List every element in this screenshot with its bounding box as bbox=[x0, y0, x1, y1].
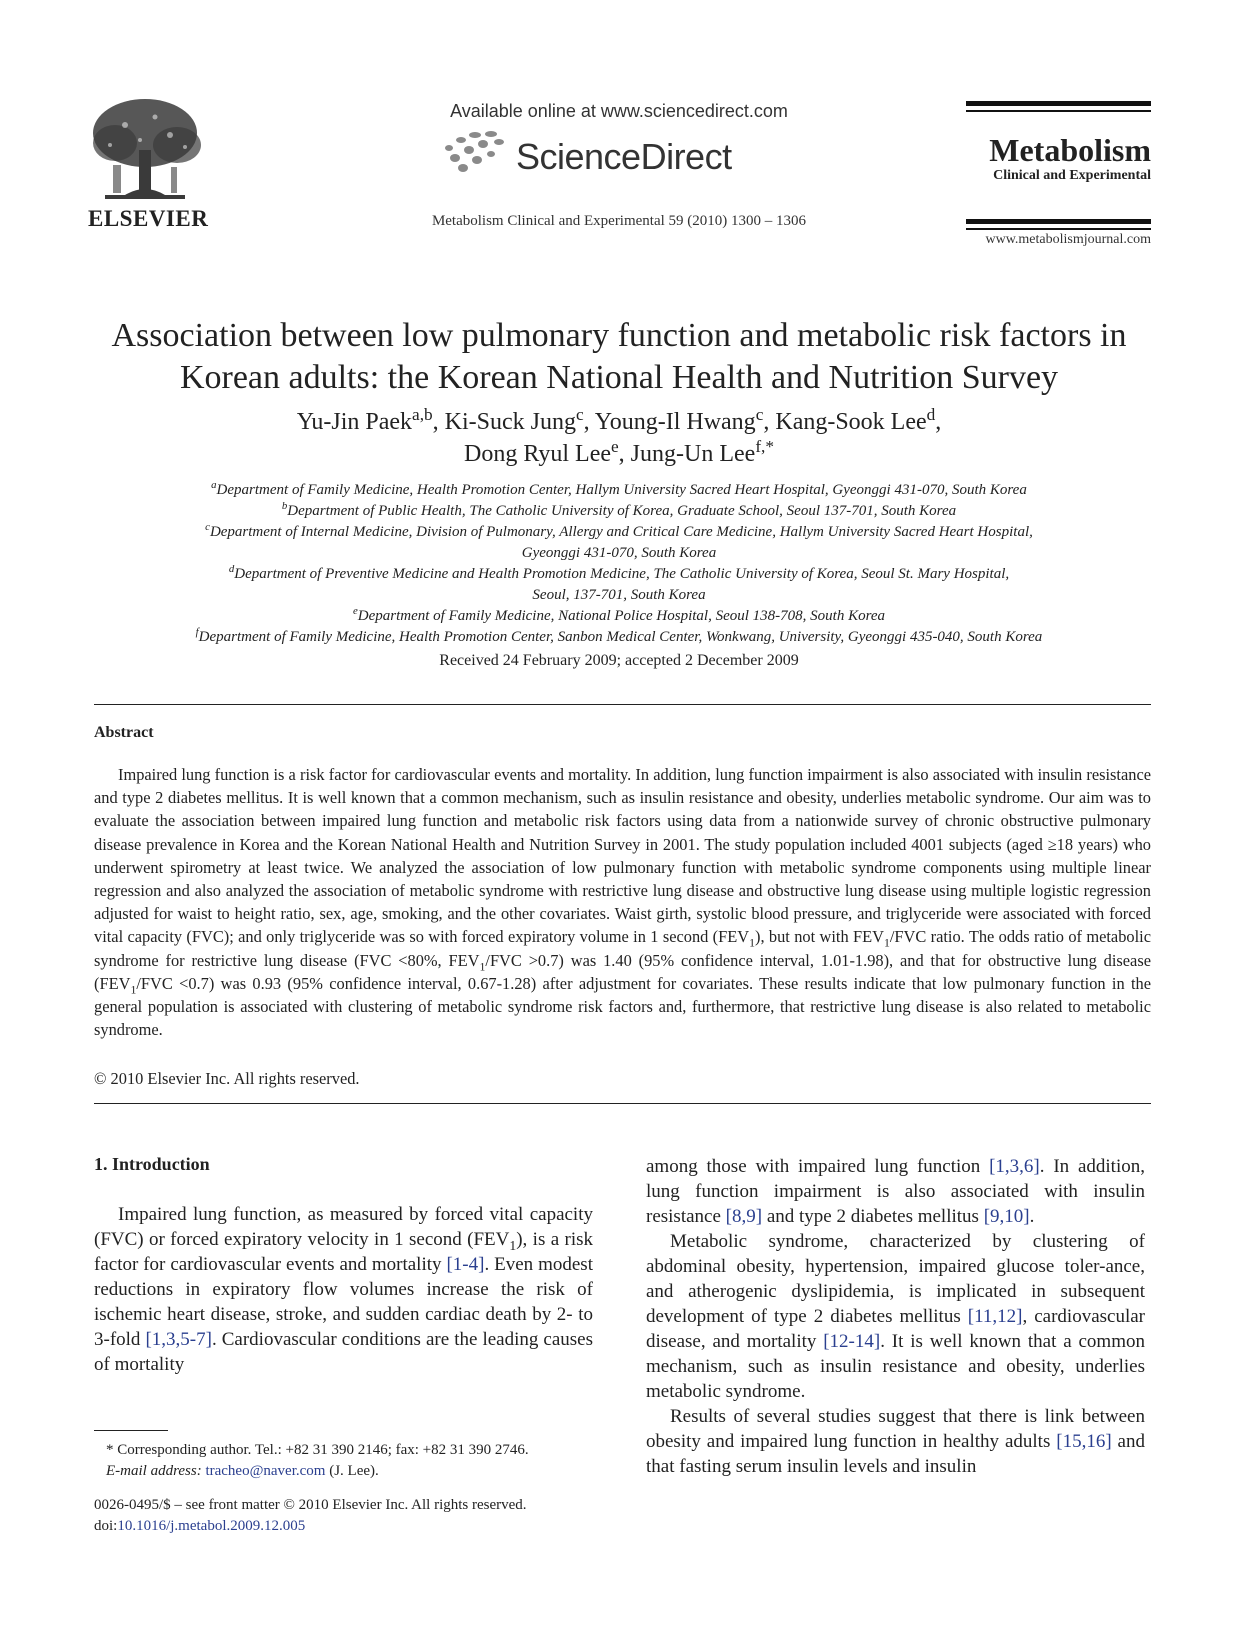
abstract-heading: Abstract bbox=[94, 724, 154, 741]
text-span: ), is a risk factor for cardiovascular events and mortality bbox=[94, 1229, 593, 1275]
citation-link[interactable]: [1-4] bbox=[446, 1254, 485, 1275]
author-affil-sup: e bbox=[611, 437, 619, 456]
divider bbox=[94, 1103, 1151, 1104]
author-name: Jung-Un Lee bbox=[630, 441, 756, 467]
affiliation-text: Seoul, 137-701, South Korea bbox=[532, 587, 706, 603]
affiliation-sup: c bbox=[205, 521, 210, 533]
author-separator: , bbox=[432, 409, 445, 435]
subscript: 1 bbox=[749, 935, 756, 950]
available-online-text: Available online at www.sciencedirect.com bbox=[450, 101, 788, 121]
footnote-rule bbox=[94, 1430, 168, 1431]
affiliation-text: Gyeonggi 431-070, South Korea bbox=[521, 545, 717, 561]
affiliation bbox=[60, 522, 1178, 543]
issn-line: 0026-0495/$ – see front matter © 2010 Elsevier Inc. All rights reserved. bbox=[94, 1497, 527, 1513]
author-separator: , bbox=[583, 409, 595, 435]
affiliation-text: Department of Family Medicine, National Police Hospital, Seoul 138-708, South Korea bbox=[357, 608, 886, 624]
citation-link[interactable]: [9,10] bbox=[983, 1206, 1030, 1227]
abstract-span: /FVC ratio. The odds ratio of metabolic syndrome for restrictive lung disease (FVC <80%, FEV bbox=[94, 927, 1151, 970]
paragraph bbox=[94, 1202, 593, 1377]
text-span: , cardiovascular disease, and mortality bbox=[646, 1306, 1145, 1352]
author-list bbox=[60, 406, 1178, 470]
title-line: Korean adults: the Korean National Health and Nutrition Survey bbox=[179, 359, 1059, 396]
journal-title: Metabolism bbox=[989, 132, 1151, 168]
paragraph bbox=[646, 1154, 1145, 1229]
affiliation bbox=[60, 480, 1178, 501]
citation-link[interactable]: [1,3,6] bbox=[989, 1156, 1040, 1177]
sciencedirect-logo-text: ScienceDirect bbox=[516, 136, 732, 177]
footnote-line bbox=[94, 1461, 614, 1482]
citation-link[interactable]: [8,9] bbox=[725, 1206, 763, 1227]
affiliation bbox=[60, 585, 1178, 606]
publisher-name: ELSEVIER bbox=[88, 206, 209, 231]
subscript: 1 bbox=[479, 958, 486, 973]
text-span: Impaired lung function, as measured by forced vital capacity (FVC) or forced expiratory velocity in 1 second (FEV bbox=[94, 1204, 593, 1250]
affiliation bbox=[60, 564, 1178, 585]
affiliation-text: Department of Public Health, The Catholic University of Korea, Graduate School, Seoul 137-701, South Korea bbox=[287, 503, 957, 519]
author-affil-sup: a,b bbox=[412, 405, 433, 424]
journal-url[interactable]: www.metabolismjournal.com bbox=[985, 232, 1151, 247]
subscript: 1 bbox=[883, 935, 890, 950]
affiliation bbox=[60, 543, 1178, 564]
paragraph bbox=[646, 1404, 1145, 1479]
text-span: and that fasting serum insulin levels and insulin bbox=[646, 1431, 1145, 1477]
author-separator: , bbox=[763, 409, 776, 435]
affiliation-text: Department of Preventive Medicine and Health Promotion Medicine, The Catholic University of Korea, Seoul St. Mary Hospital, bbox=[234, 566, 1010, 582]
text-span: . bbox=[1029, 1206, 1035, 1227]
received-dates: Received 24 February 2009; accepted 2 December 2009 bbox=[439, 652, 799, 669]
abstract-span: /FVC >0.7) was 1.40 (95% confidence interval, 1.01-1.98), and that for obstructive lung disease (FEV bbox=[94, 950, 1151, 993]
issn-block bbox=[94, 1495, 614, 1537]
affiliation-text: Department of Family Medicine, Health Promotion Center, Sanbon Medical Center, Wonkwang, University, Gyeonggi 435-040, South Korea bbox=[198, 629, 1043, 645]
author-affil-sup: d bbox=[926, 405, 936, 424]
corresponding-author-footnote bbox=[94, 1440, 614, 1482]
article-title bbox=[60, 315, 1178, 399]
abstract-span: Impaired lung function is a risk factor for cardiovascular events and mortality. In addition, lung function impairment is also associated with insulin resistance and type 2 diabetes mellitus. It is well known that a common mechanism, such as insulin resistance and obesity, underlies metabolic syndrome. Our aim was to evaluate the association between impaired lung function and metabolic risk factors using data from a nationwide survey of chronic obstructive pulmonary disease prevalence in Korea and the Korean National Health and Nutrition Survey in 2001. The study population included 4001 subjects (aged ≥18 years) who underwent spirometry at least twice. We analyzed the association of low pulmonary function with metabolic syndrome components using multiple linear regression and also analyzed the association of metabolic syndrome with restrictive lung disease and obstructive lung disease using multiple logistic regression adjusted for waist to height ratio, sex, age, smoking, and the other covariates. Waist girth, systolic blood pressure, and triglyceride were associated with forced vital capacity (FVC); and only triglyceride was so with forced expiratory volume in 1 second (FEV bbox=[94, 765, 1151, 947]
journal-reference: Metabolism Clinical and Experimental 59 (2010) 1300 – 1306 bbox=[431, 213, 807, 229]
affiliation-sup: f bbox=[195, 626, 199, 638]
footnote-line: * Corresponding author. Tel.: +82 31 390 2146; fax: +82 31 390 2746. bbox=[106, 1442, 529, 1458]
subscript: 1 bbox=[509, 1237, 517, 1253]
author-name: Young-Il Hwang bbox=[594, 409, 756, 435]
doi-link[interactable]: 10.1016/j.metabol.2009.12.005 bbox=[117, 1518, 306, 1534]
author-affil-sup: f,* bbox=[755, 437, 775, 456]
affiliation bbox=[60, 627, 1178, 648]
abstract-span: ), but not with FEV bbox=[755, 927, 884, 947]
text-span: Results of several studies suggest that there is link between obesity and impaired lung function in healthy adults bbox=[646, 1406, 1145, 1452]
email-link[interactable]: tracheo@naver.com bbox=[205, 1463, 326, 1479]
doi-line bbox=[94, 1516, 614, 1537]
affiliation bbox=[60, 606, 1178, 627]
divider bbox=[94, 704, 1151, 705]
abstract-copyright: © 2010 Elsevier Inc. All rights reserved. bbox=[94, 1069, 360, 1088]
left-column bbox=[94, 1202, 593, 1377]
sciencedirect-dots-icon bbox=[441, 130, 511, 176]
author-affil-sup: c bbox=[576, 405, 584, 424]
header-rule bbox=[966, 228, 1151, 230]
author-separator: , bbox=[935, 409, 942, 435]
author-name: Kang-Sook Lee bbox=[775, 409, 927, 435]
text-span: and type 2 diabetes mellitus bbox=[762, 1206, 984, 1227]
text-span: . In addition, lung function impairment is also associated with insulin resistance bbox=[646, 1156, 1145, 1227]
header-rule bbox=[966, 219, 1151, 224]
citation-link[interactable]: [11,12] bbox=[967, 1306, 1023, 1327]
text-span: . Cardiovascular conditions are the leading causes of mortality bbox=[94, 1329, 593, 1375]
header-rule bbox=[966, 101, 1151, 106]
text-span: among those with impaired lung function bbox=[646, 1156, 990, 1177]
text-span: . Even modest reductions in expiratory flow volumes increase the risk of ischemic heart disease, stroke, and sudden cardiac death by 2- to 3-fold bbox=[94, 1254, 593, 1350]
citation-link[interactable]: [1,3,5-7] bbox=[145, 1329, 212, 1350]
citation-link[interactable]: [12-14] bbox=[823, 1331, 881, 1352]
text-span: Metabolic syndrome, characterized by clustering of abdominal obesity, hypertension, impaired glucose toler-ance, and atherogenic dyslipidemia, is implicated in subsequent development of type 2 diabetes mellitus bbox=[646, 1231, 1145, 1327]
affiliation-text: Department of Family Medicine, Health Promotion Center, Hallym University Sacred Heart Hospital, Gyeonggi 431-070, South Korea bbox=[216, 482, 1027, 498]
email-label: E-mail address: bbox=[106, 1463, 202, 1479]
abstract-text bbox=[94, 763, 1151, 1041]
journal-subtitle: Clinical and Experimental bbox=[993, 168, 1151, 183]
doi-label: doi: bbox=[94, 1518, 118, 1534]
author-name: Ki-Suck Jung bbox=[444, 409, 576, 435]
section-heading: 1. Introduction bbox=[94, 1154, 210, 1174]
affiliation-text: Department of Internal Medicine, Division of Pulmonary, Allergy and Critical Care Medicine, Hallym University Sacred Heart Hospital, bbox=[209, 524, 1033, 540]
subscript: 1 bbox=[130, 982, 137, 997]
affiliation-sup: e bbox=[352, 605, 358, 617]
author-affil-sup: c bbox=[755, 405, 764, 424]
paragraph bbox=[646, 1229, 1145, 1404]
title-line: Association between low pulmonary function and metabolic risk factors in bbox=[111, 317, 1127, 354]
affiliation-sup: d bbox=[228, 563, 235, 575]
author-name: Yu-Jin Paek bbox=[296, 409, 413, 435]
affiliation bbox=[60, 501, 1178, 522]
affiliations bbox=[60, 480, 1178, 648]
affiliation-sup: a bbox=[211, 479, 217, 491]
email-suffix: (J. Lee). bbox=[325, 1463, 379, 1479]
author-separator: , bbox=[618, 441, 631, 467]
right-column bbox=[646, 1154, 1145, 1479]
affiliation-sup: b bbox=[281, 500, 288, 512]
abstract-span: /FVC <0.7) was 0.93 (95% confidence interval, 0.67-1.28) after adjustment for covariates. These results indicate that low pulmonary function in the general population is associated with clustering of metabolic syndrome risk factors and, furthermore, that restrictive lung disease is also related to metabolic syndrome. bbox=[94, 973, 1151, 1040]
text-span: . It is well known that a common mechanism, such as insulin resistance and obesity, underlies metabolic syndrome. bbox=[646, 1331, 1145, 1402]
author-name: Dong Ryul Lee bbox=[463, 441, 611, 467]
header-rule bbox=[966, 110, 1151, 112]
citation-link[interactable]: [15,16] bbox=[1056, 1431, 1112, 1452]
